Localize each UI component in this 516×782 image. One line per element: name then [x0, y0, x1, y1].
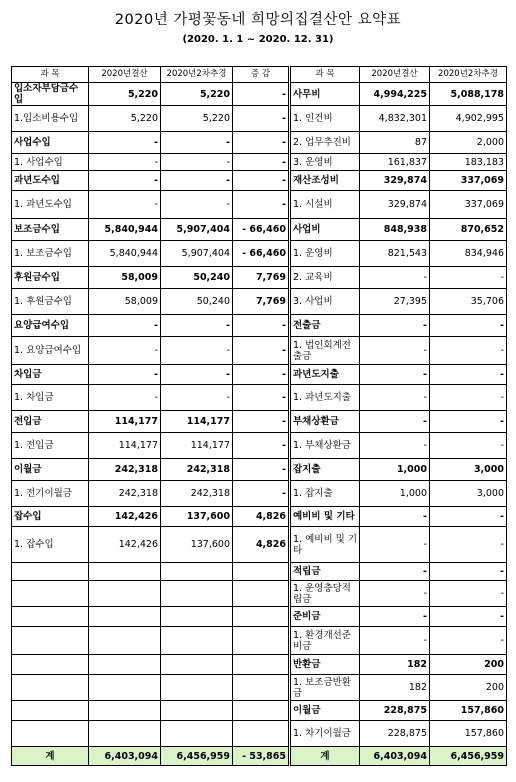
left-settlement-cell: 114,177 — [89, 411, 161, 433]
left-budget-cell: 114,177 — [161, 411, 233, 433]
right-label-cell: 1. 잡지출 — [291, 481, 360, 507]
table-row — [12, 337, 507, 365]
left-diff-cell: 4,826 — [233, 507, 289, 527]
left-label-cell: 1. 사업수입 — [12, 154, 89, 171]
left-budget-cell: 5,907,404 — [161, 241, 233, 267]
right-total-settlement: 6,403,094 — [360, 747, 430, 766]
right-label-cell: 준비금 — [291, 607, 360, 627]
right-label-cell: 2. 교육비 — [291, 267, 360, 289]
right-budget-cell: - — [430, 385, 507, 411]
header-row — [12, 67, 507, 83]
right-settlement-cell: 4,832,301 — [360, 106, 430, 132]
left-label-cell: 1. 보조금수입 — [12, 241, 89, 267]
right-label-cell: 3. 사업비 — [291, 289, 360, 315]
right-settlement-cell: - — [360, 627, 430, 655]
left-diff-cell: - — [233, 106, 289, 132]
left-settlement-cell: - — [89, 191, 161, 219]
empty-cell — [89, 701, 161, 721]
right-budget-cell: 337,069 — [430, 191, 507, 219]
right-label-cell: 1. 차기이월금 — [291, 721, 360, 747]
right-label-cell: 1. 시설비 — [291, 191, 360, 219]
right-label-cell: 2. 업무추진비 — [291, 132, 360, 154]
empty-cell — [12, 701, 89, 721]
left-diff-cell: - — [233, 411, 289, 433]
left-budget-cell: - — [161, 171, 233, 191]
left-budget-cell: - — [161, 191, 233, 219]
right-settlement-cell: 87 — [360, 132, 430, 154]
left-diff-cell: - — [233, 83, 289, 106]
left-diff-cell: 4,826 — [233, 527, 289, 563]
right-label-cell: 잡지출 — [291, 459, 360, 481]
left-settlement-cell: - — [89, 154, 161, 171]
table-row — [12, 627, 507, 655]
table-row — [12, 563, 507, 581]
right-label-cell: 사업비 — [291, 219, 360, 241]
right-settlement-cell: - — [360, 563, 430, 581]
empty-cell — [89, 655, 161, 675]
empty-cell — [89, 581, 161, 607]
empty-cell — [233, 581, 289, 607]
right-settlement-cell: 182 — [360, 655, 430, 675]
left-label-cell: 이월금 — [12, 459, 89, 481]
left-budget-cell: 242,318 — [161, 459, 233, 481]
right-budget-cell: - — [430, 607, 507, 627]
left-settlement-cell: 142,426 — [89, 527, 161, 563]
right-budget-cell: 157,860 — [430, 721, 507, 747]
table-row — [12, 83, 507, 106]
left-budget-cell: 137,600 — [161, 507, 233, 527]
right-budget-cell: - — [430, 433, 507, 459]
table-row — [12, 171, 507, 191]
right-settlement-cell: 1,000 — [360, 459, 430, 481]
right-label-cell: 1. 환경개선준비금 — [291, 627, 360, 655]
left-budget-cell: - — [161, 337, 233, 365]
left-label-cell: 잡수입 — [12, 507, 89, 527]
right-settlement-cell: 228,875 — [360, 721, 430, 747]
right-settlement-cell: - — [360, 607, 430, 627]
right-settlement-cell: - — [360, 527, 430, 563]
empty-cell — [161, 563, 233, 581]
right-budget-cell: 200 — [430, 655, 507, 675]
right-budget-cell: 3,000 — [430, 459, 507, 481]
left-budget-cell: - — [161, 385, 233, 411]
right-settlement-cell: 848,938 — [360, 219, 430, 241]
left-budget-cell: 5,220 — [161, 83, 233, 106]
left-diff-cell: - — [233, 154, 289, 171]
right-label-cell: 반환금 — [291, 655, 360, 675]
right-budget-cell: - — [430, 337, 507, 365]
table-row — [12, 267, 507, 289]
left-diff-cell: - — [233, 385, 289, 411]
right-total-label: 계 — [291, 747, 360, 766]
right-budget-cell: 337,069 — [430, 171, 507, 191]
table-row — [12, 365, 507, 385]
left-budget-cell: - — [161, 154, 233, 171]
left-settlement-cell: - — [89, 337, 161, 365]
left-total-settlement: 6,403,094 — [89, 747, 161, 766]
left-total-diff: - 53,865 — [233, 747, 289, 766]
table-row — [12, 411, 507, 433]
empty-cell — [233, 675, 289, 701]
right-label-cell: 1. 운영충당적립금 — [291, 581, 360, 607]
empty-cell — [12, 581, 89, 607]
left-diff-cell: 7,769 — [233, 267, 289, 289]
right-label-cell: 과년도지출 — [291, 365, 360, 385]
left-budget-cell: 5,907,404 — [161, 219, 233, 241]
left-settlement-cell: 142,426 — [89, 507, 161, 527]
empty-cell — [89, 675, 161, 701]
right-settlement-cell: - — [360, 267, 430, 289]
left-diff-cell: - — [233, 365, 289, 385]
left-settlement-cell: - — [89, 132, 161, 154]
empty-cell — [161, 675, 233, 701]
right-budget-cell: 3,000 — [430, 481, 507, 507]
right-budget-cell: 157,860 — [430, 701, 507, 721]
document-title: 2020년 가평꽃동네 희망의집결산안 요약표 — [114, 12, 402, 28]
header-cell: 2020년2차추경 — [430, 67, 507, 83]
left-settlement-cell: 242,318 — [89, 481, 161, 507]
right-label-cell: 3. 운영비 — [291, 154, 360, 171]
empty-cell — [233, 607, 289, 627]
right-budget-cell: - — [430, 411, 507, 433]
right-label-cell: 1. 운영비 — [291, 241, 360, 267]
empty-cell — [12, 721, 89, 747]
right-label-cell: 이월금 — [291, 701, 360, 721]
table-row — [12, 675, 507, 701]
left-diff-cell: - 66,460 — [233, 219, 289, 241]
right-label-cell: 1. 예비비 및 기타 — [291, 527, 360, 563]
left-label-cell: 차입금 — [12, 365, 89, 385]
left-settlement-cell: 58,009 — [89, 289, 161, 315]
left-diff-cell: - — [233, 433, 289, 459]
document-period: (2020. 1. 1 ~ 2020. 12. 31) — [182, 34, 334, 45]
left-settlement-cell: 5,220 — [89, 106, 161, 132]
right-settlement-cell: 4,994,225 — [360, 83, 430, 106]
left-settlement-cell: 114,177 — [89, 433, 161, 459]
left-diff-cell: - — [233, 171, 289, 191]
left-diff-cell: - — [233, 132, 289, 154]
left-budget-cell: 114,177 — [161, 433, 233, 459]
table-row — [12, 241, 507, 267]
left-budget-cell: - — [161, 132, 233, 154]
table-row — [12, 132, 507, 154]
right-budget-cell: 35,706 — [430, 289, 507, 315]
right-settlement-cell: 329,874 — [360, 191, 430, 219]
left-label-cell: 1. 과년도수입 — [12, 191, 89, 219]
table-row — [12, 385, 507, 411]
empty-cell — [161, 607, 233, 627]
left-total-label: 계 — [12, 747, 89, 766]
right-settlement-cell: 821,543 — [360, 241, 430, 267]
left-label-cell: 1. 전기이월금 — [12, 481, 89, 507]
empty-cell — [161, 655, 233, 675]
table-row — [12, 507, 507, 527]
header-cell: 2020년2차추경 — [161, 67, 233, 83]
empty-cell — [89, 627, 161, 655]
right-settlement-cell: - — [360, 411, 430, 433]
table-row — [12, 289, 507, 315]
left-budget-cell: 5,220 — [161, 106, 233, 132]
header-cell: 2020년결산 — [89, 67, 161, 83]
empty-cell — [12, 563, 89, 581]
left-diff-cell: - 66,460 — [233, 241, 289, 267]
right-budget-cell: 4,902,995 — [430, 106, 507, 132]
right-label-cell: 예비비 및 기타 — [291, 507, 360, 527]
right-budget-cell: 834,946 — [430, 241, 507, 267]
left-diff-cell: - — [233, 315, 289, 337]
left-settlement-cell: - — [89, 365, 161, 385]
left-label-cell: 과년도수입 — [12, 171, 89, 191]
left-settlement-cell: 242,318 — [89, 459, 161, 481]
right-settlement-cell: - — [360, 433, 430, 459]
left-settlement-cell: - — [89, 385, 161, 411]
empty-cell — [233, 701, 289, 721]
left-label-cell: 1. 차입금 — [12, 385, 89, 411]
right-budget-cell: 200 — [430, 675, 507, 701]
right-budget-cell: 2,000 — [430, 132, 507, 154]
right-budget-cell: 870,652 — [430, 219, 507, 241]
right-label-cell: 1. 보조금반환금 — [291, 675, 360, 701]
right-budget-cell: - — [430, 627, 507, 655]
left-settlement-cell: 5,840,944 — [89, 219, 161, 241]
table-row — [12, 106, 507, 132]
right-settlement-cell: 228,875 — [360, 701, 430, 721]
table-row — [12, 527, 507, 563]
empty-cell — [89, 563, 161, 581]
table-row — [12, 459, 507, 481]
right-budget-cell: 183,183 — [430, 154, 507, 171]
left-label-cell: 보조금수입 — [12, 219, 89, 241]
right-budget-cell: - — [430, 507, 507, 527]
empty-cell — [233, 563, 289, 581]
right-budget-cell: 5,088,178 — [430, 83, 507, 106]
budget-summary-table — [11, 66, 507, 766]
total-row — [12, 747, 507, 766]
table-row — [12, 607, 507, 627]
empty-cell — [12, 607, 89, 627]
left-label-cell: 1. 후원금수입 — [12, 289, 89, 315]
empty-cell — [161, 721, 233, 747]
right-budget-cell: - — [430, 563, 507, 581]
empty-cell — [161, 701, 233, 721]
left-diff-cell: - — [233, 481, 289, 507]
table-row — [12, 581, 507, 607]
right-settlement-cell: 27,395 — [360, 289, 430, 315]
empty-cell — [161, 581, 233, 607]
table-row — [12, 655, 507, 675]
right-budget-cell: - — [430, 527, 507, 563]
right-label-cell: 재산조성비 — [291, 171, 360, 191]
right-settlement-cell: - — [360, 385, 430, 411]
table-row — [12, 481, 507, 507]
right-settlement-cell: 329,874 — [360, 171, 430, 191]
left-settlement-cell: - — [89, 171, 161, 191]
left-label-cell: 1.입소비용수입 — [12, 106, 89, 132]
left-budget-cell: - — [161, 315, 233, 337]
empty-cell — [233, 721, 289, 747]
left-budget-cell: 137,600 — [161, 527, 233, 563]
right-settlement-cell: 161,837 — [360, 154, 430, 171]
left-label-cell: 사업수입 — [12, 132, 89, 154]
right-budget-cell: - — [430, 315, 507, 337]
table-row — [12, 219, 507, 241]
empty-cell — [233, 627, 289, 655]
right-settlement-cell: - — [360, 337, 430, 365]
right-label-cell: 1. 인건비 — [291, 106, 360, 132]
empty-cell — [233, 655, 289, 675]
table-row — [12, 701, 507, 721]
table-row — [12, 721, 507, 747]
table-row — [12, 154, 507, 171]
right-settlement-cell: - — [360, 315, 430, 337]
empty-cell — [89, 607, 161, 627]
left-settlement-cell: 5,220 — [89, 83, 161, 106]
right-budget-cell: - — [430, 581, 507, 607]
left-label-cell: 요양급여수입 — [12, 315, 89, 337]
empty-cell — [89, 721, 161, 747]
right-label-cell: 부채상환금 — [291, 411, 360, 433]
right-label-cell: 1. 과년도지출 — [291, 385, 360, 411]
header-cell: 과 목 — [291, 67, 360, 83]
header-cell: 과 목 — [12, 67, 89, 83]
right-budget-cell: - — [430, 365, 507, 385]
left-label-cell: 입소자부담금수입 — [12, 83, 89, 106]
header-cell: 증 감 — [233, 67, 289, 83]
left-budget-cell: 50,240 — [161, 267, 233, 289]
table-row — [12, 315, 507, 337]
right-label-cell: 적립금 — [291, 563, 360, 581]
header-cell: 2020년결산 — [360, 67, 430, 83]
empty-cell — [12, 675, 89, 701]
left-diff-cell: 7,769 — [233, 289, 289, 315]
left-settlement-cell: - — [89, 315, 161, 337]
right-settlement-cell: 182 — [360, 675, 430, 701]
left-diff-cell: - — [233, 191, 289, 219]
right-settlement-cell: - — [360, 507, 430, 527]
right-label-cell: 사무비 — [291, 83, 360, 106]
left-settlement-cell: 5,840,944 — [89, 241, 161, 267]
left-total-budget: 6,456,959 — [161, 747, 233, 766]
left-budget-cell: - — [161, 365, 233, 385]
right-settlement-cell: - — [360, 581, 430, 607]
table-row — [12, 433, 507, 459]
left-label-cell: 1. 요양급여수입 — [12, 337, 89, 365]
left-label-cell: 후원금수입 — [12, 267, 89, 289]
right-label-cell: 1. 부채상환금 — [291, 433, 360, 459]
left-label-cell: 1. 잡수입 — [12, 527, 89, 563]
left-label-cell: 전입금 — [12, 411, 89, 433]
right-label-cell: 전출금 — [291, 315, 360, 337]
left-settlement-cell: 58,009 — [89, 267, 161, 289]
right-settlement-cell: 1,000 — [360, 481, 430, 507]
left-label-cell: 1. 전입금 — [12, 433, 89, 459]
right-total-budget: 6,456,959 — [430, 747, 507, 766]
empty-cell — [12, 655, 89, 675]
left-budget-cell: 242,318 — [161, 481, 233, 507]
right-settlement-cell: - — [360, 365, 430, 385]
left-diff-cell: - — [233, 337, 289, 365]
right-label-cell: 1. 법인회계전출금 — [291, 337, 360, 365]
left-budget-cell: 50,240 — [161, 289, 233, 315]
right-budget-cell: - — [430, 267, 507, 289]
table-row — [12, 191, 507, 219]
empty-cell — [161, 627, 233, 655]
left-diff-cell: - — [233, 459, 289, 481]
empty-cell — [12, 627, 89, 655]
